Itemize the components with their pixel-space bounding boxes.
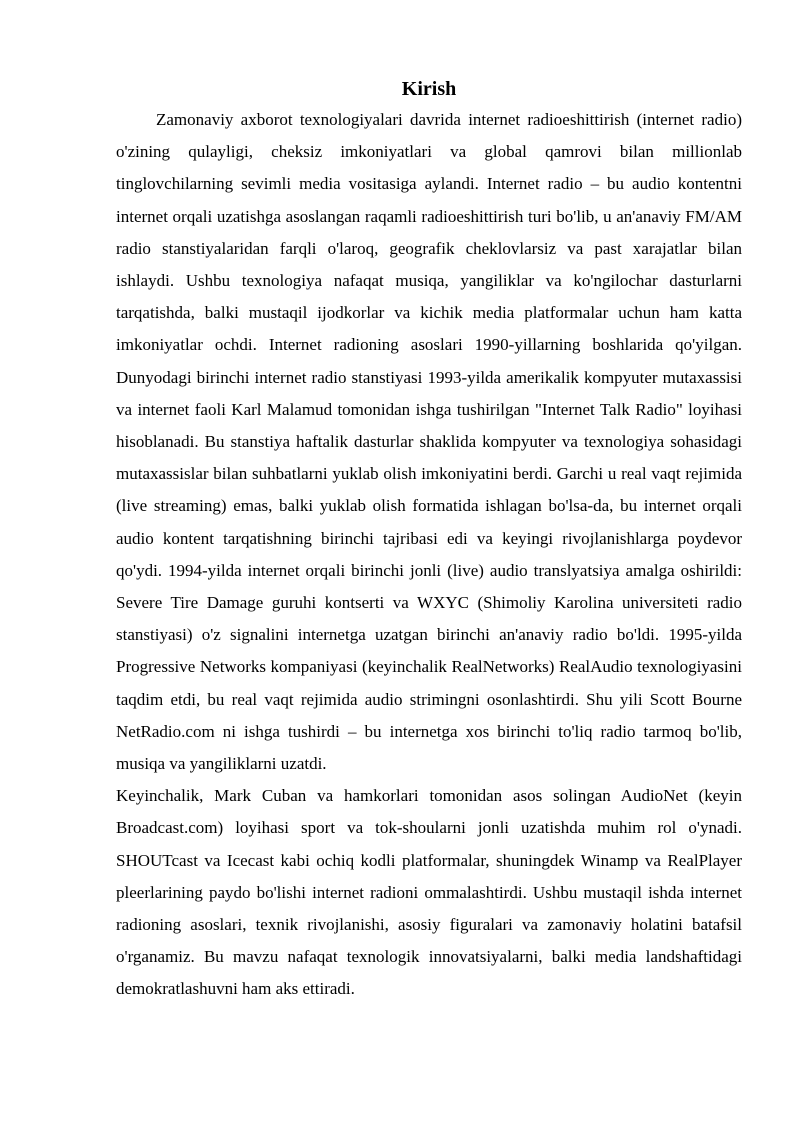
page-title: Kirish: [401, 78, 457, 100]
paragraph-intro: Zamonaviy axborot texnologiyalari davrida internet radioeshittirish (internet radio) o'zining qulayligi, cheksiz imkoniyatlari va global qamrovi bilan millionlab tinglovchilarning sevimli media vositasiga aylandi. Internet radio – bu audio kontentni internet orqali uzatishga asoslangan raqamli radioeshittirish turi bo'lib, u an'anaviy FM/AM radio stanstiyalaridan farqli o'laroq, geografik cheklovlarsiz va past xarajatlar bilan ishlaydi. Ushbu texnologiya nafaqat musiqa, yangiliklar va ko'ngilochar dasturlarni tarqatishda, balki mustaqil ijodkorlar va kichik media platformalar uchun ham katta imkoniyatlar ochdi. Internet radioning asoslari 1990-yillarning boshlarida qo'yilgan. Dunyodagi birinchi internet radio stanstiyasi 1993-yilda amerikalik kompyuter mutaxassisi va internet faoli Karl Malamud tomonidan ishga tushirilgan "Internet Talk Radio" loyihasi hisoblanadi. Bu stanstiya haftalik dasturlar shaklida kompyuter va texnologiya sohasidagi mutaxassislar bilan suhbatlarni yuklab olish imkoniyatini berdi. Garchi u real vaqt rejimida (live streaming) emas, balki yuklab olish formatida ishlagan bo'lsa-da, bu internet orqali audio kontent tarqatishning birinchi tajribasi edi va keyingi rivojlanishlarga poydevor qo'ydi. 1994-yilda internet orqali birinchi jonli (live) audio translyatsiya amalga oshirildi: Severe Tire Damage guruhi kontserti va WXYC (Shimoliy Karolina universiteti radio stanstiyasi) o'z signalini internetga uzatgan birinchi an'anaviy radio bo'ldi. 1995-yilda Progressive Networks kompaniyasi (keyinchalik RealNetworks) RealAudio texnologiyasini taqdim etdi, bu real vaqt rejimida audio strimingni osonlashtirdi. Shu yili Scott Bourne NetRadio.com ni ishga tushirdi – bu internetga xos birinchi to'liq radio tarmoq bo'lib, musiqa va yangiliklarni uzatdi.: [116, 110, 742, 774]
paragraph-continuation: Keyinchalik, Mark Cuban va hamkorlari tomonidan asos solingan AudioNet (keyin Broadcast.com) loyihasi sport va tok-shoularni jonli uzatishda muhim rol o'ynadi. SHOUTcast va Icecast kabi ochiq kodli platformalar, shuningdek Winamp va RealPlayer pleerlarining paydo bo'lishi internet radioni ommalashtirdi. Ushbu mustaqil ishda internet radioning asoslari, texnik rivojlanishi, asosiy figuralari va zamonaviy holatini batafsil o'rganamiz. Bu mavzu nafaqat texnologik innovatsiyalarni, balki media landshaftidagi demokratlashuvni ham aks ettiradi.: [116, 786, 742, 999]
